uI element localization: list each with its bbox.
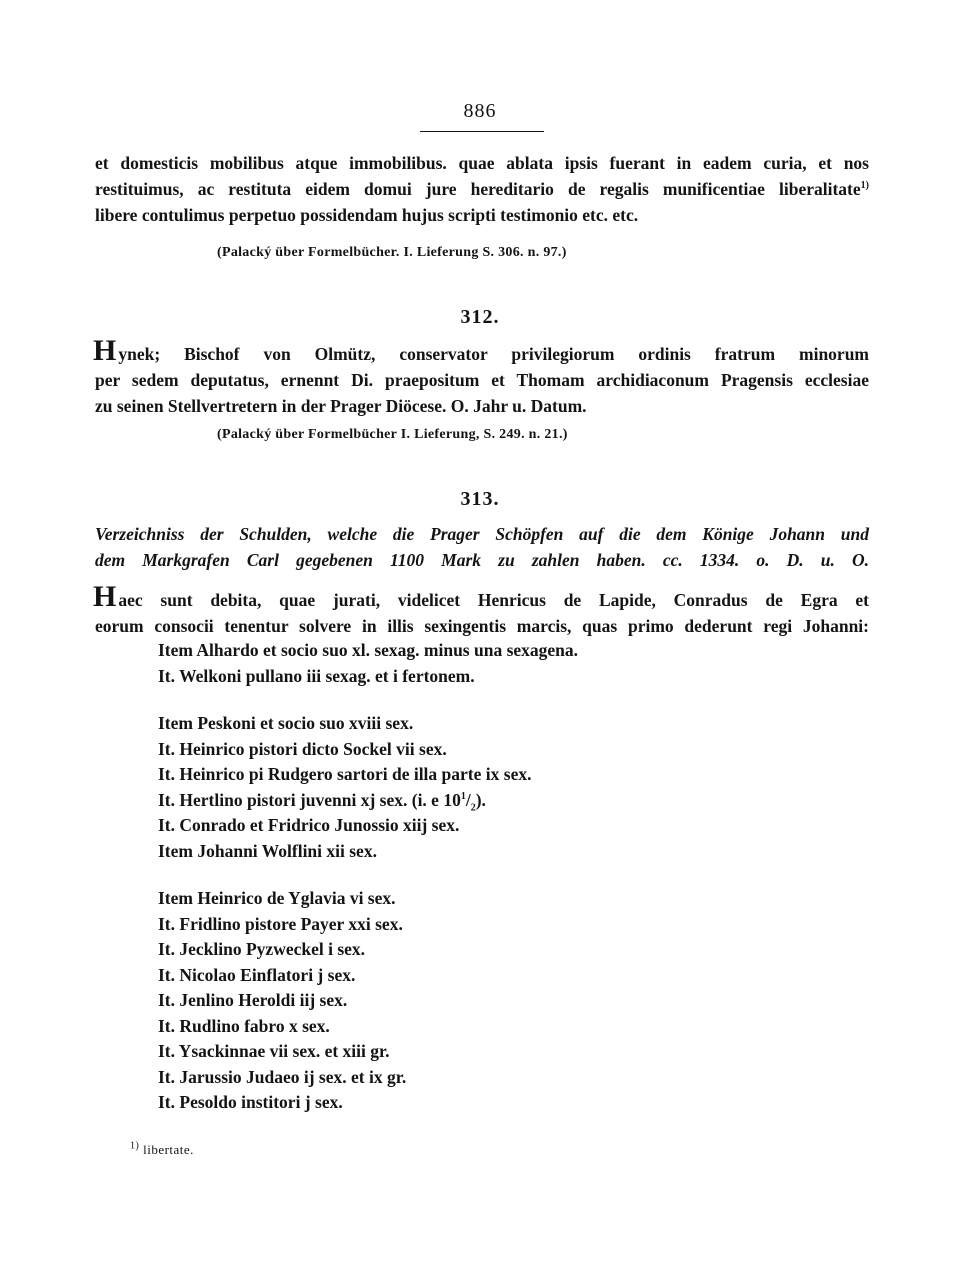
- debt-list-group-2: [158, 711, 531, 864]
- debt-item: Item Johanni Wolflini xii sex.: [158, 840, 377, 861]
- doc-313-initial: H: [93, 580, 117, 613]
- intro-paragraph: [95, 150, 869, 228]
- intro-line-3: libere contulimus perpetuo possidendam hujus scripti testimonio etc. etc.: [95, 205, 639, 225]
- debt-item-text: It. Hertlino pistori juvenni xj sex. (i. e 10: [158, 789, 461, 810]
- footnote-mark: 1): [130, 1140, 140, 1152]
- doc-312-line-2: per sedem deputatus, ernennt Di. praepositum et Thomam archidiaconum Pragensis ecclesiae: [95, 370, 869, 390]
- debt-item: It. Welkoni pullano iii sexag. et i fertonem.: [158, 665, 475, 686]
- debt-item: It. Heinrico pi Rudgero sartori de illa parte ix sex.: [158, 764, 532, 784]
- debt-item: It. Pesoldo institori j sex.: [158, 1092, 343, 1112]
- debt-item: It. Conrado et Fridrico Junossio xiij sex.: [158, 815, 460, 835]
- doc-313-line-2: eorum consocii tenentur solvere in illis sexingentis marcis, quas primo dederunt regi Johanni:: [95, 616, 869, 636]
- debt-item: It. Jecklino Pyzweckel i sex.: [158, 939, 366, 959]
- doc-312-paragraph: [93, 334, 869, 419]
- debt-item: Item Heinrico de Yglavia vi sex.: [158, 888, 396, 908]
- doc-313-line-1: [93, 580, 869, 613]
- fraction-numerator: 1: [460, 790, 466, 802]
- debt-item-with-fraction: It. Hertlino pistori juvenni xj sex. (i. e $10^1/_2$).: [158, 789, 486, 813]
- doc-312-source-citation: (Palacký über Formelbücher I. Lieferung, S. 249. n. 21.): [217, 427, 568, 442]
- fraction-tail: ).: [475, 789, 486, 810]
- doc-313-paragraph: [93, 580, 869, 639]
- debt-item: It. Jarussio Judaeo ij sex. et ix gr.: [158, 1066, 407, 1087]
- debt-list-group-3: [158, 886, 406, 1116]
- debt-item: It. Rudlino fabro x sex.: [158, 1015, 330, 1036]
- page-number: 886: [463, 100, 497, 122]
- page-number-rule: [420, 131, 544, 132]
- doc-313-number: 313.: [460, 488, 500, 510]
- doc-312-line-3: zu seinen Stellvertretern in der Prager Diöcese. O. Jahr u. Datum.: [95, 396, 587, 416]
- doc-312-line-1: [93, 334, 869, 367]
- doc-312-number: 312.: [460, 306, 500, 328]
- debt-list-group-1: [158, 638, 578, 689]
- debt-item: Item Alhardo et socio suo xl. sexag. minus una sexagena.: [158, 640, 579, 660]
- debt-item: It. Heinrico pistori dicto Sockel vii sex.: [158, 738, 447, 759]
- debt-item: Item Peskoni et socio suo xviii sex.: [158, 713, 414, 733]
- doc-312-initial: H: [93, 334, 117, 367]
- doc-313-title-line-1: Verzeichniss der Schulden, welche die Prager Schöpfen auf die dem Könige Johann und: [95, 524, 869, 544]
- doc-312-line-1-text: ynek; Bischof von Olmütz, conservator privilegiorum ordinis fratrum minorum: [118, 344, 869, 364]
- intro-source-citation: (Palacký über Formelbücher. I. Lieferung S. 306. n. 97.): [217, 245, 567, 260]
- doc-313-title: [95, 521, 869, 573]
- doc-313-title-line-2: dem Markgrafen Carl gegebenen 1100 Mark zu zahlen haben. cc. 1334. o. D. u. O.: [95, 550, 869, 570]
- debt-item: It. Nicolao Einflatori j sex.: [158, 964, 356, 985]
- doc-313-line-1-text: aec sunt debita, quae jurati, videlicet Henricus de Lapide, Conradus de Egra et: [118, 590, 869, 610]
- footnote: [130, 1142, 194, 1158]
- fraction-denominator: 2: [470, 802, 476, 813]
- intro-line-1: et domesticis mobilibus atque immobilibus. quae ablata ipsis fuerant in eadem curia, et nos: [95, 153, 869, 173]
- debt-item: It. Ysackinnae vii sex. et xiii gr.: [158, 1041, 390, 1061]
- intro-line-2-text: restituimus, ac restituta eidem domui jure hereditario de regalis munificentiae liberalitate: [95, 179, 861, 199]
- footnote-reference: 1): [860, 180, 869, 192]
- debt-item: It. Jenlino Heroldi iij sex.: [158, 990, 348, 1010]
- intro-line-2: [95, 176, 869, 202]
- debt-item: It. Fridlino pistore Payer xxi sex.: [158, 913, 403, 934]
- footnote-text: libertate.: [143, 1142, 194, 1157]
